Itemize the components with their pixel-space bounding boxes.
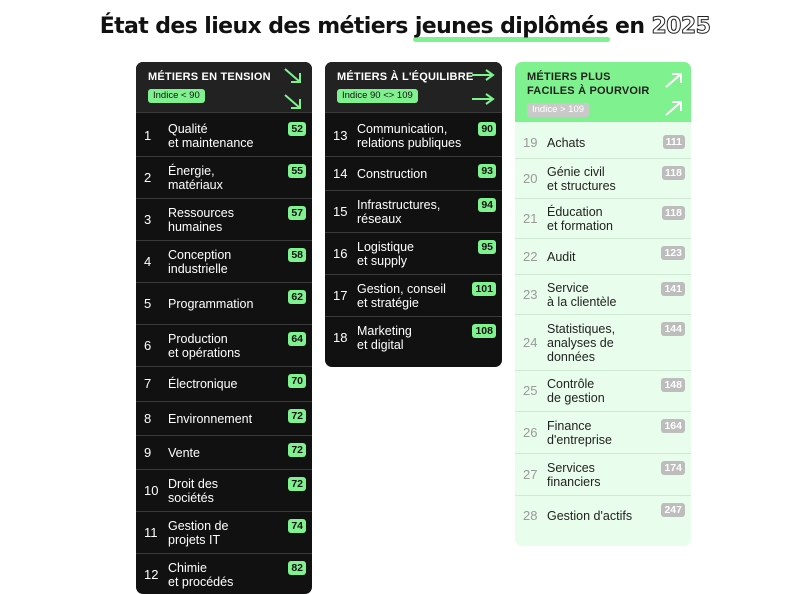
job-name: Gestion de projets IT	[168, 518, 229, 547]
job-row	[515, 275, 691, 315]
job-name: Production et opérations	[168, 331, 241, 360]
job-name: Communication, relations publiques	[357, 121, 462, 150]
index-value: 123	[661, 246, 685, 260]
job-name: Énergie, matériaux	[168, 163, 223, 192]
column-title: MÉTIERS EN TENSION	[148, 71, 271, 83]
job-rank: 24	[523, 334, 538, 350]
job-name: Infrastructures, réseaux	[357, 197, 441, 226]
job-name: Services financiers	[547, 460, 601, 489]
index-value: 111	[663, 135, 685, 149]
job-rank: 9	[144, 444, 152, 460]
index-value: 62	[288, 290, 306, 304]
job-rank: 18	[333, 330, 348, 345]
job-rank: 5	[144, 295, 152, 311]
job-rank: 19	[523, 135, 538, 150]
job-name: Vente	[168, 445, 200, 460]
job-name: Audit	[547, 249, 576, 264]
title-highlight: jeunes diplômés	[414, 14, 608, 39]
job-rank: 28	[523, 508, 538, 523]
job-row	[136, 157, 312, 199]
column-header	[325, 62, 502, 112]
job-rank: 12	[144, 567, 159, 582]
job-row	[136, 241, 312, 283]
job-row	[136, 402, 312, 436]
job-name: Programmation	[168, 296, 254, 311]
index-value: 52	[288, 122, 306, 136]
arrow-right-icon	[470, 92, 496, 106]
index-value: 141	[661, 282, 685, 296]
job-row	[136, 512, 312, 554]
job-row	[515, 412, 691, 454]
index-badge: Indice < 90	[148, 89, 205, 103]
index-value: 148	[661, 378, 685, 392]
job-row	[515, 199, 691, 239]
index-value: 55	[288, 164, 306, 178]
job-rank: 6	[144, 337, 152, 353]
job-rank: 4	[144, 253, 152, 269]
page-title	[0, 14, 810, 39]
column-equilibre	[325, 62, 502, 367]
index-value: 74	[288, 519, 306, 533]
index-value: 144	[661, 322, 685, 336]
job-rank: 8	[144, 410, 152, 426]
index-value: 108	[472, 324, 496, 338]
job-name: Droit des sociétés	[168, 476, 219, 505]
job-name: Achats	[547, 136, 586, 150]
index-value: 72	[288, 409, 306, 423]
arrow-right-icon	[470, 68, 496, 82]
title-text: État des lieux des métiers	[99, 14, 415, 39]
job-name: Marketing et digital	[357, 324, 412, 352]
arrow-up-right-icon	[663, 98, 685, 118]
job-rank: 25	[523, 383, 538, 398]
index-value: 118	[662, 166, 685, 180]
job-name: Gestion d'actifs	[547, 509, 633, 523]
job-name: Environnement	[168, 411, 253, 426]
job-rank: 27	[523, 466, 538, 482]
job-name: Électronique	[168, 377, 238, 391]
job-name: Éducation et formation	[547, 204, 614, 233]
column-title: MÉTIERS À L'ÉQUILIBRE	[337, 71, 474, 83]
job-row	[136, 367, 312, 402]
job-rank: 7	[144, 376, 152, 391]
job-list	[136, 112, 312, 594]
title-text-2: en	[607, 14, 652, 39]
arrow-up-right-icon	[663, 70, 685, 90]
job-rank: 1	[144, 127, 152, 143]
job-rank: 10	[144, 482, 159, 498]
job-rank: 17	[333, 287, 348, 303]
index-value: 94	[478, 198, 496, 212]
job-name: Contrôle de gestion	[547, 377, 605, 405]
column-title: MÉTIERS PLUS FACILES À POURVOIR	[527, 71, 650, 97]
arrow-down-right-icon	[282, 66, 304, 86]
job-row	[325, 317, 502, 359]
job-row	[136, 554, 312, 594]
job-row	[136, 115, 312, 157]
arrow-down-right-icon	[282, 92, 304, 112]
index-value: 72	[288, 477, 306, 491]
job-row	[136, 436, 312, 470]
job-row	[325, 157, 502, 191]
job-rank: 22	[523, 248, 538, 264]
column-header	[515, 62, 691, 122]
job-row	[515, 159, 691, 199]
job-name: Chimie et procédés	[168, 561, 234, 589]
job-row	[136, 470, 312, 512]
job-name: Conception industrielle	[168, 247, 232, 276]
index-value: 57	[288, 206, 306, 220]
index-value: 64	[288, 332, 306, 346]
column-tension	[136, 62, 312, 594]
job-row	[325, 275, 502, 317]
job-rank: 2	[144, 169, 152, 185]
index-value: 93	[478, 164, 496, 178]
index-value: 164	[661, 419, 685, 433]
job-list	[325, 112, 502, 359]
job-row	[325, 115, 502, 157]
index-value: 174	[661, 461, 685, 475]
job-rank: 23	[523, 286, 538, 302]
job-row	[515, 371, 691, 412]
job-row	[515, 496, 691, 536]
job-name: Ressources humaines	[168, 205, 234, 234]
title-year: 2025	[651, 14, 711, 39]
index-badge: Indice 90 <> 109	[337, 89, 418, 103]
job-name: Statistiques, analyses de données	[547, 321, 616, 364]
index-value: 101	[472, 282, 496, 296]
index-value: 82	[288, 561, 306, 575]
job-name: Finance d'entreprise	[547, 418, 612, 447]
job-name: Construction	[357, 166, 428, 181]
job-rank: 26	[523, 424, 538, 440]
job-name: Qualité et maintenance	[168, 121, 254, 150]
job-rank: 3	[144, 211, 152, 227]
job-rank: 11	[144, 524, 158, 540]
index-value: 95	[478, 240, 496, 254]
job-rank: 21	[523, 210, 538, 226]
job-row	[325, 191, 502, 233]
index-badge: Indice > 109	[527, 103, 589, 117]
job-name: Gestion, conseil et stratégie	[357, 281, 446, 310]
job-row	[515, 239, 691, 275]
job-name: Logistique et supply	[357, 239, 414, 268]
job-row	[136, 199, 312, 241]
column-header	[136, 62, 312, 112]
job-name: Service à la clientèle	[547, 280, 617, 309]
job-row	[515, 454, 691, 496]
index-value: 72	[288, 443, 306, 457]
column-faciles	[515, 62, 691, 546]
job-rank: 15	[333, 203, 348, 219]
job-row	[136, 283, 312, 325]
index-value: 90	[478, 122, 496, 136]
job-rank: 20	[523, 170, 538, 186]
index-value: 58	[288, 248, 306, 262]
job-name: Génie civil et structures	[547, 164, 616, 193]
job-rank: 13	[333, 127, 348, 143]
job-row	[515, 128, 691, 159]
job-row	[515, 315, 691, 371]
job-rank: 16	[333, 245, 348, 261]
index-value: 70	[288, 374, 306, 388]
job-row	[325, 233, 502, 275]
job-rank: 14	[333, 165, 348, 181]
index-value: 247	[661, 503, 685, 517]
job-list	[515, 128, 691, 536]
job-row	[136, 325, 312, 367]
index-value: 118	[662, 206, 685, 220]
